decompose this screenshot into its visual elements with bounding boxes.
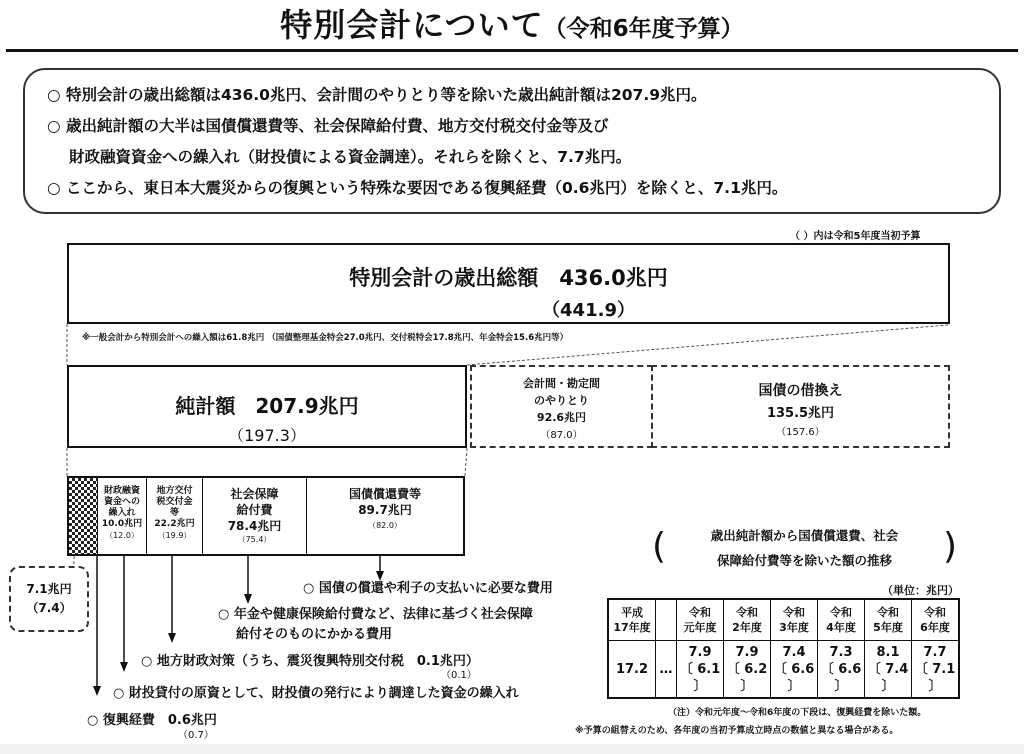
net-total-label: 純計額 207.9兆円 [175,394,359,418]
summary-line-1: ○ 特別会計の歳出総額は436.0兆円、会計間のやりとり等を除いた歳出純計額は207.9兆円。 [47,86,707,104]
right-bracket: ) [942,526,957,567]
inter-account-line2: のやりとり [534,394,589,407]
trend-header-r5: 令和 5年度 [865,599,912,641]
trend-value-r6: 7.7 〔 7.1 〕 [912,641,960,699]
explanation-fiscal: ○ 財投貸付の原資として、財投債の発行により調達した資金の繰入れ [113,686,519,701]
explanation-social-2: 給付そのものにかかる費用 [236,627,393,642]
trend-header-h17: 平成 17年度 [608,599,656,641]
breakdown-bar [67,476,465,556]
explanation-social-1: ○ 年金や健康保険給付費など、法律に基づく社会保障 [218,607,533,622]
segment-debt-service: 国債償還費等 89.7兆円 （82.0） [348,487,421,530]
page-title-sub: （令和6年度予算） [543,16,744,42]
trend-table [607,598,960,699]
trend-value-r5: 8.1 〔 7.4 〕 [865,641,912,699]
refinance-box [651,365,950,448]
trend-value-r4: 7.3 〔 6.6 〕 [818,641,865,699]
trend-header-r4: 令和 4年度 [818,599,865,641]
segment-social-security: 社会保障 給付費 78.4兆円 （75.4） [203,478,307,554]
summary-line-4: ○ ここから、東日本大震災からの復興という特殊な要因である復興経費（0.6兆円）を除くと、7.1兆円。 [47,179,788,197]
explanation-recovery-prev: （0.7） [178,730,214,741]
inter-account-line1: 会計間・勘定間 [523,377,600,390]
trend-title [652,523,957,573]
bottom-strip [0,744,1024,754]
left-bracket: ( [652,526,667,567]
trend-value-r2: 7.9 〔 6.2 〕 [724,641,771,699]
explanation-recovery: ○ 復興経費 0.6兆円 [87,713,217,728]
explanation-local-prev: （0.1） [441,670,477,681]
trend-value-r1: 7.9 〔 6.1 〕 [677,641,724,699]
trend-value-h17: 17.2 [608,641,656,699]
trend-header-ellipsis [656,599,677,641]
trend-header-r1: 令和 元年度 [677,599,724,641]
footnote: ※予算の組替えのため、各年度の当初予算成立時点の数値と異なる場合がある。 [575,726,899,736]
page-title-main: 特別会計について [280,6,544,44]
other-hatched-segment [69,478,98,554]
refinance-value: 135.5兆円 [766,406,835,421]
segment-fiscal-loan: 財政融資 資金への 繰入れ 10.0兆円 （12.0） [98,478,147,554]
explanation-debt: ○ 国債の償還や利子の支払いに必要な費用 [303,581,553,596]
segment-local-allocation: 地方交付 税交付金 等 22.2兆円 （19.9） [147,478,203,554]
trend-title-line2: 保障給付費等を除いた額の推移 [716,553,892,568]
trend-header-r3: 令和 3年度 [771,599,818,641]
trend-ellipsis: … [656,641,677,699]
remainder-value: 7.1兆円 [26,582,72,596]
total-expenditure-label: 特別会計の歳出総額 436.0兆円 [349,266,668,290]
summary-line-2: ○ 歳出純計額の大半は国債償還費等、社会保障給付費、地方交付税交付金等及び [47,117,609,135]
net-total-box [67,365,467,448]
inter-account-value: 92.6兆円 [536,411,587,424]
remainder-callout [9,566,89,632]
refinance-prev: （157.6） [776,427,825,438]
trend-value-r3: 7.4 〔 6.6 〕 [771,641,818,699]
transfer-note: ※一般会計から特別会計への繰入額は61.8兆円 （国債整理基金特会27.0兆円、交付税特会17.8兆円、年金特会15.6兆円等） [82,333,569,343]
trend-note: （注）令和元年度～令和6年度の下段は、復興経費を除いた額。 [668,708,927,718]
remainder-prev: （7.4） [26,601,72,615]
refinance-label: 国債の借換え [758,383,843,399]
trend-title-line1: 歳出純計額から国債償還費、社会 [710,528,899,543]
inter-account-prev: （87.0） [540,430,583,441]
prev-year-note: （ ）内は令和5年度当初予算 [790,231,921,242]
total-expenditure-prev: （441.9） [542,300,635,321]
trend-header-r6: 令和 6年度 [912,599,960,641]
trend-unit: （単位：兆円） [882,584,959,597]
trend-header-r2: 令和 2年度 [724,599,771,641]
summary-line-3: 財政融資資金への繰入れ（財投債による資金調達）。それらを除くと、7.7兆円。 [69,148,632,166]
explanation-local: ○ 地方財政対策（うち、震災復興特別交付税 0.1兆円） [141,654,479,669]
net-total-prev: （197.3） [228,426,306,445]
inter-account-box [470,365,653,448]
